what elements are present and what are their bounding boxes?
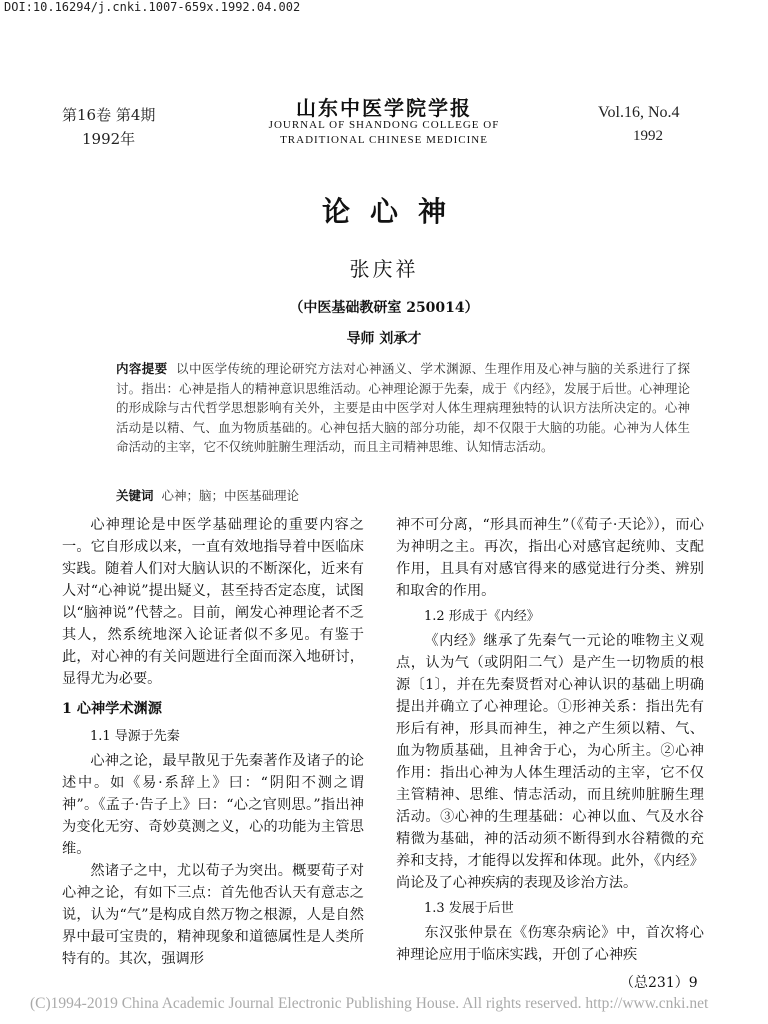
subsection-heading: 1.2 形成于《内经》: [424, 609, 540, 624]
paragraph: 东汉张仲景在《伤寒杂病论》中，首次将心神理论应用于临床实践，开创了心神疾: [396, 925, 704, 963]
year-en: 1992: [633, 128, 663, 144]
author-affiliation: （中医基础教研室 250014）: [289, 300, 479, 316]
journal-title-cn: 山东中医学院学报: [296, 96, 472, 120]
journal-title-en-line2: TRADITIONAL CHINESE MEDICINE: [280, 134, 488, 146]
abstract-text: 以中医学传统的理论研究方法对心神涵义、学术渊源、生理作用及心神与脑的关系进行了探讨。指出：心神是指人的精神意识思维活动。心神理论源于先秦，成于《内经》，发展于后世。心神理论的形成除与古代哲学思想影响有关外，主要是由中医学对人体生理病理独特的认识方法所决定的。心神活动是以精、气、血为物质基础的。心神包括大脑的部分功能，却不仅限于大脑的功能。心神为人体生命活动的主宰，它不仅统帅脏腑生理活动，而且主司精神思维、认知情志活动。: [116, 361, 690, 454]
abstract-label: 内容提要: [116, 361, 168, 376]
volume-issue-en: Vol.16, No.4: [598, 104, 680, 121]
article-title: 论心神: [321, 195, 466, 228]
volume-issue-cn: 第16卷 第4期: [62, 106, 156, 124]
year-cn: 1992年: [82, 130, 136, 148]
advisor: 导师 刘承才: [346, 331, 422, 347]
page-number: （总231）9: [620, 975, 698, 991]
paragraph: 心神之论，最早散见于先秦著作及诸子的论述中。如《易·系辞上》曰：“阴阳不测之谓神”。《孟子·告子上》曰：“心之官则思。”指出神为变化无穷、奇妙莫测之义，心的功能为主管思维。: [62, 753, 364, 857]
article-author: 张庆祥: [349, 257, 419, 281]
paragraph: 心神理论是中医学基础理论的重要内容之一。它自形成以来，一直有效地指导着中医临床实践。随着人们对大脑认识的不断深化，近来有人对“心神说”提出疑义，甚至持否定态度，试图以“脑神说”代替之。目前，阐发心神理论者不乏其人，然系统地深入论证者似不多见。有鉴于此，对心神的有关问题进行全面而深入地研讨，显得尤为必要。: [62, 517, 364, 687]
subsection-heading: 1.1 导源于先秦: [90, 729, 180, 744]
abstract: [116, 359, 690, 457]
paragraph: 《内经》继承了先秦气一元论的唯物主义观点，认为气（或阴阳二气）是产生一切物质的根源〔1〕，并在先秦贤哲对心神认识的基础上明确提出并确立了心神理论。①形神关系：指出先有形后有神，形具而神生，神之产生须以精、气、血为物质基础，且神舍于心，为心所主。②心神作用：指出心神为人体生理活动的主宰，它不仅主管精神、思维、情志活动，而且统帅脏腑生理活动。③心神的生理基础：心神以血、气及水谷精微为基础，神的活动须不断得到水谷精微的充养和支持，才能得以发挥和体现。此外，《内经》尚论及了心神疾病的表现及诊治方法。: [396, 633, 704, 891]
journal-title-en-line1: JOURNAL OF SHANDONG COLLEGE OF: [268, 119, 500, 131]
keywords-label: 关键词: [116, 488, 154, 503]
keywords: [116, 486, 676, 504]
subsection-heading: 1.3 发展于后世: [424, 901, 514, 916]
section-heading: 1 心神学术渊源: [62, 701, 162, 717]
body-column-left: [62, 514, 364, 970]
keywords-text: 心神；脑；中医基础理论: [161, 488, 299, 503]
paragraph: 然诸子之中，尤以荀子为突出。概要荀子对心神之论，有如下三点：首先他否认天有意志之说，认为“气”是构成自然万物之根源，人是自然界中最可宝贵的，精神现象和道德属性是人类所特有的。其次，强调形: [62, 863, 364, 967]
paragraph: 神不可分离，“形具而神生”（《荀子·天论》），而心为神明之主。再次，指出心对感官起统帅、支配作用，且具有对感官得来的感觉进行分类、辨别和取舍的作用。: [396, 517, 704, 599]
doi-line: DOI:10.16294/j.cnki.1007-659x.1992.04.002: [4, 0, 301, 14]
body-column-right: [396, 514, 704, 966]
copyright-footer: (C)1994-2019 China Academic Journal Electronic Publishing House. All rights reserved. http://www.cnki.net: [30, 995, 709, 1012]
